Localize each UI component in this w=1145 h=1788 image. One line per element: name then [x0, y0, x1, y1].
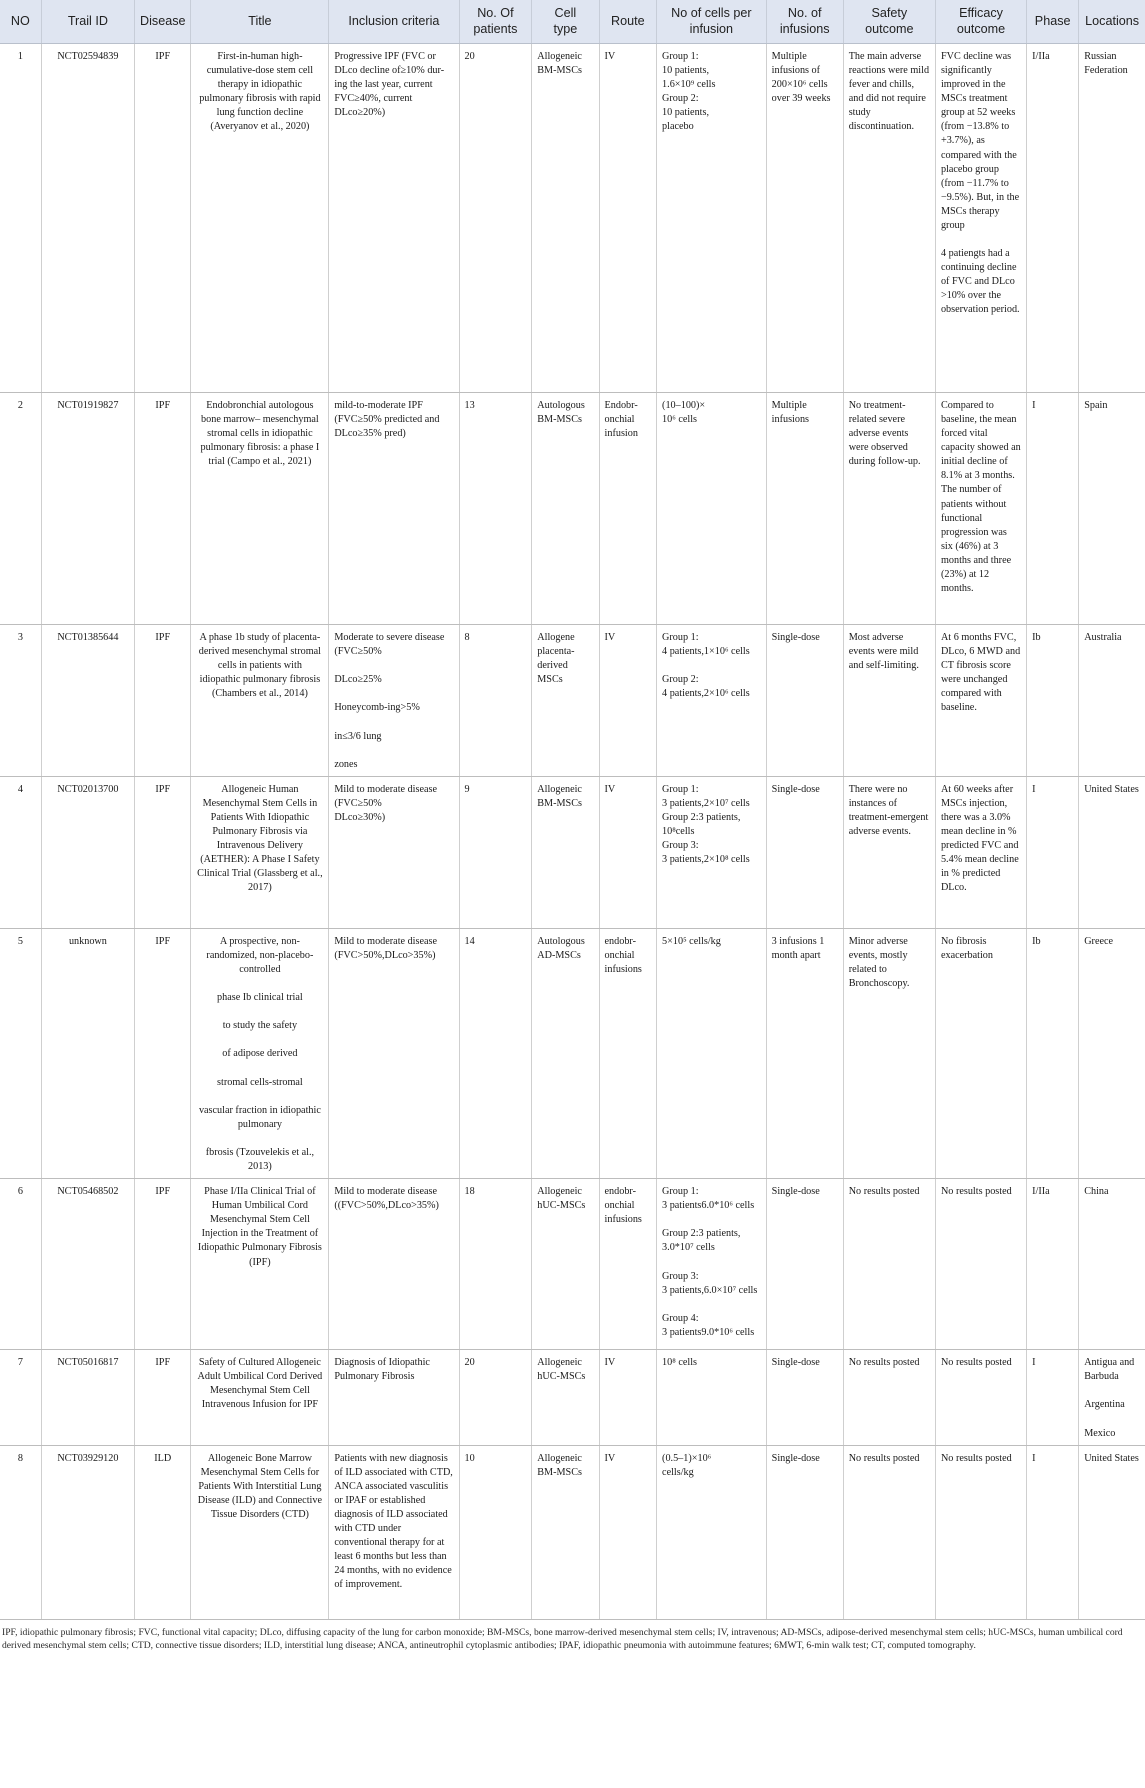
location-cell: China	[1079, 1179, 1145, 1350]
phase-cell: I	[1027, 1445, 1079, 1619]
cells-per-infusion-cell: Group 1: 10 patients, 1.6×10⁹ cells Group 2: 10 patients, placebo	[657, 44, 767, 393]
phase-cell: I	[1027, 776, 1079, 928]
safety-cell: No results posted	[843, 1179, 935, 1350]
disease-cell: IPF	[135, 393, 191, 625]
route-cell: IV	[599, 625, 657, 777]
safety-cell: No results posted	[843, 1445, 935, 1619]
col-cells-per-infusion-header: No of cells per infusion	[657, 0, 767, 44]
table-row	[0, 393, 1145, 625]
row-number: 3	[0, 625, 41, 777]
inclusion-cell: Diagnosis of Idiopathic Pulmonary Fibrosis	[329, 1350, 459, 1445]
trial-id-cell: unknown	[41, 928, 134, 1178]
location-cell: Antigua and Barbuda Argentina Mexico	[1079, 1350, 1145, 1445]
inclusion-cell: mild-to-moderate IPF (FVC≥50% predicted and DLco≥35% pred)	[329, 393, 459, 625]
location-cell: Australia	[1079, 625, 1145, 777]
col-infusions-header: No. of infusions	[766, 0, 843, 44]
row-number: 2	[0, 393, 41, 625]
efficacy-cell: No results posted	[935, 1350, 1026, 1445]
route-cell: IV	[599, 776, 657, 928]
title-cell: First-in-human high-cumulative-dose stem cell therapy in idiopathic pulmonary fibrosis with rapid lung function decline (Averyanov et al., 2020)	[191, 44, 329, 393]
patients-cell: 20	[459, 1350, 532, 1445]
route-cell: endobr-onchial infusions	[599, 928, 657, 1178]
infusions-cell: 3 infusions 1 month apart	[766, 928, 843, 1178]
cell-type-cell: Allogeneic BM-MSCs	[532, 44, 599, 393]
disease-cell: IPF	[135, 928, 191, 1178]
cells-per-infusion-cell: Group 1: 3 patients,2×10⁷ cells Group 2:3 patients, 10⁸cells Group 3: 3 patients,2×10⁸ cells	[657, 776, 767, 928]
cells-per-infusion-cell: Group 1: 3 patients6.0*10⁶ cells Group 2:3 patients, 3.0*10⁷ cells Group 3: 3 patients,6.0×10⁷ cells Group 4: 3 patients9.0*10⁶ cells	[657, 1179, 767, 1350]
route-cell: IV	[599, 1350, 657, 1445]
efficacy-cell: Compared to baseline, the mean forced vital capacity showed an initial decline of 8.1% at 3 months. The number of patients without functional progression was six (46%) at 3 months and three (23%) at 12 months.	[935, 393, 1026, 625]
table-row	[0, 1179, 1145, 1350]
location-cell: Greece	[1079, 928, 1145, 1178]
disease-cell: IPF	[135, 1179, 191, 1350]
safety-cell: Minor adverse events, mostly related to Bronchoscopy.	[843, 928, 935, 1178]
title-cell: Allogeneic Bone Marrow Mesenchymal Stem Cells for Patients With Interstitial Lung Disease (ILD) and Connective Tissue Disorders (CTD)	[191, 1445, 329, 1619]
patients-cell: 9	[459, 776, 532, 928]
trial-id-cell: NCT01919827	[41, 393, 134, 625]
trial-id-cell: NCT05016817	[41, 1350, 134, 1445]
location-cell: Spain	[1079, 393, 1145, 625]
table-body	[0, 44, 1145, 1620]
efficacy-cell: No results posted	[935, 1179, 1026, 1350]
disease-cell: IPF	[135, 1350, 191, 1445]
table-row	[0, 1350, 1145, 1445]
efficacy-cell: At 60 weeks after MSCs injection, there was a 3.0% mean decline in % predicted FVC and 5.4% mean decline in % predicted DLco.	[935, 776, 1026, 928]
route-cell: IV	[599, 44, 657, 393]
header-row	[0, 0, 1145, 44]
cells-per-infusion-cell: 5×10⁵ cells/kg	[657, 928, 767, 1178]
col-phase-header: Phase	[1027, 0, 1079, 44]
phase-cell: Ib	[1027, 928, 1079, 1178]
route-cell: IV	[599, 1445, 657, 1619]
trial-id-cell: NCT03929120	[41, 1445, 134, 1619]
col-disease-header: Disease	[135, 0, 191, 44]
cells-per-infusion-cell: 10⁸ cells	[657, 1350, 767, 1445]
phase-cell: Ib	[1027, 625, 1079, 777]
cells-per-infusion-cell: (10–100)× 10⁶ cells	[657, 393, 767, 625]
cell-type-cell: Allogeneic hUC-MSCs	[532, 1350, 599, 1445]
patients-cell: 14	[459, 928, 532, 1178]
row-number: 6	[0, 1179, 41, 1350]
inclusion-cell: Patients with new diagnosis of ILD associated with CTD, ANCA associated vasculitis or IPAF or established diagnosis of ILD associated with CTD under conventional therapy for at least 6 months but less than 24 months, with no evidence of improvement.	[329, 1445, 459, 1619]
cell-type-cell: Allogene placenta-derived MSCs	[532, 625, 599, 777]
inclusion-cell: Moderate to severe disease (FVC≥50% DLco≥25% Honeycomb-ing>5% in≤3/6 lung zones	[329, 625, 459, 777]
table-row	[0, 1445, 1145, 1619]
row-number: 7	[0, 1350, 41, 1445]
inclusion-cell: Mild to moderate disease (FVC≥50% DLco≥30%)	[329, 776, 459, 928]
col-trial-id-header: Trail ID	[41, 0, 134, 44]
location-cell: United States	[1079, 776, 1145, 928]
table-footnote: IPF, idiopathic pulmonary fibrosis; FVC, functional vital capacity; DLco, diffusing capacity of the lung for carbon monoxide; BM-MSCs, bone marrow-derived mesenchymal stem cells; IV, intravenous; AD-MSCs, adipose-derived mesenchymal stem cells; hUC-MSCs, human umbilical cord derived mesenchymal stem cells; CTD, connective tissue disorders; ILD, interstitial lung disease; ANCA, antineutrophil cytoplasmic antibodies; IPAF, idiopathic pneumonia with autoimmune features; 6MWT, 6-min walk test; CT, computed tomography.	[2, 1626, 1123, 1652]
title-cell: Safety of Cultured Allogeneic Adult Umbilical Cord Derived Mesenchymal Stem Cell Intravenous Infusion for IPF	[191, 1350, 329, 1445]
location-cell: United States	[1079, 1445, 1145, 1619]
infusions-cell: Single-dose	[766, 1350, 843, 1445]
col-safety-header: Safety outcome	[843, 0, 935, 44]
inclusion-cell: Mild to moderate disease ((FVC>50%,DLco>35%)	[329, 1179, 459, 1350]
infusions-cell: Multiple infusions	[766, 393, 843, 625]
patients-cell: 8	[459, 625, 532, 777]
disease-cell: ILD	[135, 1445, 191, 1619]
efficacy-cell: FVC decline was significantly improved in the MSCs treatment group at 52 weeks (from −13.8% to +3.7%), as compared with the placebo group (from −11.7% to −9.5%). But, in the MSCs therapy group 4 patiengts had a continuing decline of FVC and DLco >10% over the observation period.	[935, 44, 1026, 393]
efficacy-cell: No fibrosis exacerbation	[935, 928, 1026, 1178]
infusions-cell: Multiple infusions of 200×10⁶ cells over 39 weeks	[766, 44, 843, 393]
inclusion-cell: Progressive IPF (FVC or DLco decline of≥10% dur- ing the last year, current FVC≥40%, current DLco≥20%)	[329, 44, 459, 393]
col-cell-type-header: Cell type	[532, 0, 599, 44]
phase-cell: I	[1027, 1350, 1079, 1445]
row-number: 1	[0, 44, 41, 393]
location-cell: Russian Federation	[1079, 44, 1145, 393]
title-cell: Allogeneic Human Mesenchymal Stem Cells in Patients With Idiopathic Pulmonary Fibrosis via Intravenous Delivery (AETHER): A Phase I Safety Clinical Trial (Glassberg et al., 2017)	[191, 776, 329, 928]
title-cell: Endobronchial autologous bone marrow– mesenchymal stromal cells in idiopathic pulmonary fibrosis: a phase I trial (Campo et al., 2021)	[191, 393, 329, 625]
cell-type-cell: Allogeneic BM-MSCs	[532, 1445, 599, 1619]
disease-cell: IPF	[135, 44, 191, 393]
infusions-cell: Single-dose	[766, 776, 843, 928]
table-row	[0, 625, 1145, 777]
safety-cell: Most adverse events were mild and self-limiting.	[843, 625, 935, 777]
row-number: 8	[0, 1445, 41, 1619]
efficacy-cell: At 6 months FVC, DLco, 6 MWD and CT fibrosis score were unchanged compared with baseline.	[935, 625, 1026, 777]
safety-cell: There were no instances of treatment-emergent adverse events.	[843, 776, 935, 928]
title-cell: A prospective, non-randomized, non-placebo-controlled phase Ib clinical trial to study the safety of adipose derived stromal cells-stromal vascular fraction in idiopathic pulmonary fbrosis (Tzouvelekis et al., 2013)	[191, 928, 329, 1178]
row-number: 5	[0, 928, 41, 1178]
disease-cell: IPF	[135, 776, 191, 928]
trial-id-cell: NCT01385644	[41, 625, 134, 777]
safety-cell: No results posted	[843, 1350, 935, 1445]
cell-type-cell: Autologous AD-MSCs	[532, 928, 599, 1178]
route-cell: endobr-onchial infusions	[599, 1179, 657, 1350]
efficacy-cell: No results posted	[935, 1445, 1026, 1619]
patients-cell: 13	[459, 393, 532, 625]
cells-per-infusion-cell: Group 1: 4 patients,1×10⁶ cells Group 2: 4 patients,2×10⁶ cells	[657, 625, 767, 777]
col-inclusion-header: Inclusion criteria	[329, 0, 459, 44]
infusions-cell: Single-dose	[766, 625, 843, 777]
patients-cell: 18	[459, 1179, 532, 1350]
inclusion-cell: Mild to moderate disease (FVC>50%,DLco>35%)	[329, 928, 459, 1178]
phase-cell: I/IIa	[1027, 44, 1079, 393]
trial-id-cell: NCT05468502	[41, 1179, 134, 1350]
col-efficacy-header: Efficacy outcome	[935, 0, 1026, 44]
infusions-cell: Single-dose	[766, 1179, 843, 1350]
col-route-header: Route	[599, 0, 657, 44]
infusions-cell: Single-dose	[766, 1445, 843, 1619]
col-locations-header: Locations	[1079, 0, 1145, 44]
title-cell: Phase I/IIa Clinical Trial of Human Umbilical Cord Mesenchymal Stem Cell Injection in the Treatment of Idiopathic Pulmonary Fibrosis (IPF)	[191, 1179, 329, 1350]
safety-cell: The main adverse reactions were mild fever and chills, and did not require study discontinuation.	[843, 44, 935, 393]
col-title-header: Title	[191, 0, 329, 44]
col-patients-header: No. Of patients	[459, 0, 532, 44]
table-row	[0, 928, 1145, 1178]
phase-cell: I	[1027, 393, 1079, 625]
title-cell: A phase 1b study of placenta-derived mesenchymal stromal cells in patients with idiopathic pulmonary fibrosis (Chambers et al., 2014)	[191, 625, 329, 777]
table-header	[0, 0, 1145, 44]
cell-type-cell: Allogeneic BM-MSCs	[532, 776, 599, 928]
cell-type-cell: Allogeneic hUC-MSCs	[532, 1179, 599, 1350]
patients-cell: 10	[459, 1445, 532, 1619]
patients-cell: 20	[459, 44, 532, 393]
col-no-header: NO	[0, 0, 41, 44]
safety-cell: No treatment-related severe adverse events were observed during follow-up.	[843, 393, 935, 625]
cells-per-infusion-cell: (0.5–1)×10⁶ cells/kg	[657, 1445, 767, 1619]
table-row	[0, 776, 1145, 928]
cell-type-cell: Autologous BM-MSCs	[532, 393, 599, 625]
table-row	[0, 44, 1145, 393]
disease-cell: IPF	[135, 625, 191, 777]
phase-cell: I/IIa	[1027, 1179, 1079, 1350]
trial-id-cell: NCT02013700	[41, 776, 134, 928]
row-number: 4	[0, 776, 41, 928]
route-cell: Endobr-onchial infusion	[599, 393, 657, 625]
trial-id-cell: NCT02594839	[41, 44, 134, 393]
